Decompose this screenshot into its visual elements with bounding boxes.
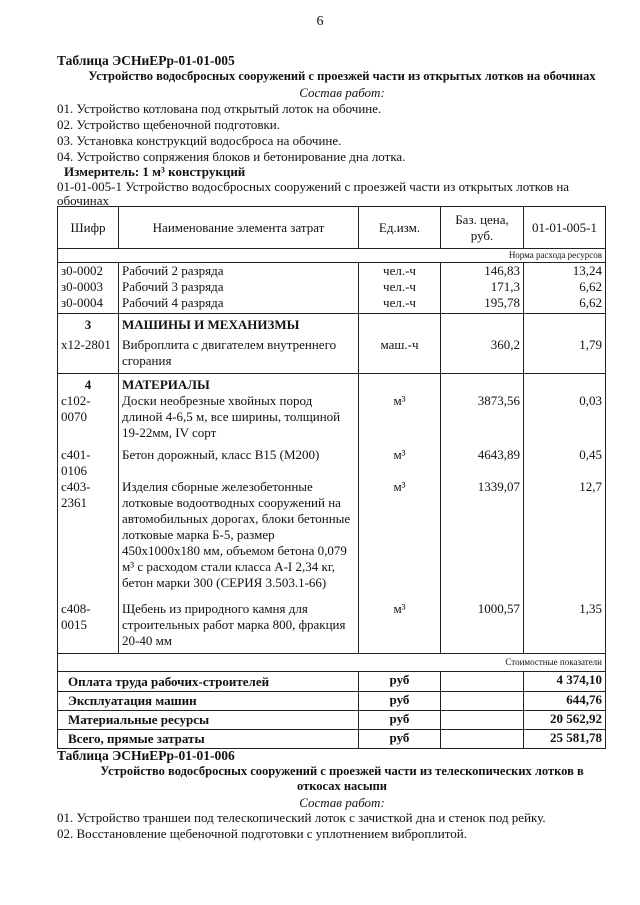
row-norm: 0,45 bbox=[524, 447, 606, 479]
row-price: 195,78 bbox=[441, 295, 524, 314]
row-name: Бетон дорожный, класс B15 (M200) bbox=[119, 447, 359, 479]
norm-label: Норма расхода ресурсов bbox=[58, 249, 606, 263]
totals-row bbox=[58, 711, 606, 730]
row-unit: чел.-ч bbox=[359, 279, 441, 295]
resources-table bbox=[57, 206, 606, 749]
section-row bbox=[58, 374, 606, 394]
row-price: 3873,56 bbox=[441, 393, 524, 447]
row-code: з0-0004 bbox=[58, 295, 119, 314]
header-name: Наименование элемента затрат bbox=[119, 207, 359, 249]
work-item: 01. Устройство котлована под открытый лоток на обочине. bbox=[57, 101, 382, 116]
work-item: 02. Восстановление щебеночной подготовки с уплотнением виброплитой. bbox=[57, 826, 467, 841]
table-row bbox=[58, 393, 606, 447]
totals-row bbox=[58, 692, 606, 711]
section-title: МАШИНЫ И МЕХАНИЗМЫ bbox=[119, 314, 359, 334]
row-norm: 1,35 bbox=[524, 601, 606, 654]
works-heading: Состав работ: bbox=[299, 795, 385, 810]
row-unit: чел.-ч bbox=[359, 295, 441, 314]
section-title: МАТЕРИАЛЫ bbox=[119, 374, 359, 394]
table-row bbox=[58, 263, 606, 280]
header-code: Шифр bbox=[58, 207, 119, 249]
code-line: 01-01-005-1 Устройство водосбросных сооружений с проезжей части из открытых лотков на bbox=[57, 179, 570, 194]
total-value: 20 562,92 bbox=[524, 711, 606, 730]
table2-id: Таблица ЭСНиЕРр-01-01-006 bbox=[57, 748, 235, 763]
row-price: 360,2 bbox=[441, 333, 524, 374]
totals-row bbox=[58, 730, 606, 749]
table-row bbox=[58, 295, 606, 314]
work-item: 04. Устройство сопряжения блоков и бетонирование дна лотка. bbox=[57, 149, 406, 164]
row-unit: м³ bbox=[359, 447, 441, 479]
row-unit: м³ bbox=[359, 393, 441, 447]
work-item: 02. Устройство щебеночной подготовки. bbox=[57, 117, 280, 132]
row-norm: 6,62 bbox=[524, 279, 606, 295]
table-row bbox=[58, 479, 606, 601]
total-name: Материальные ресурсы bbox=[58, 711, 359, 730]
row-norm: 12,7 bbox=[524, 479, 606, 601]
meter-line: Измеритель: 1 м³ конструкций bbox=[64, 164, 246, 179]
table-row bbox=[58, 333, 606, 374]
row-unit: маш.-ч bbox=[359, 333, 441, 374]
code-line-cont: обочинах bbox=[57, 193, 109, 208]
cost-label: Стоимостные показатели bbox=[58, 654, 606, 672]
table-title: Устройство водосбросных сооружений с проезжей части из открытых лотков на обочинах bbox=[88, 69, 596, 83]
page-number: 6 bbox=[316, 14, 324, 29]
row-name: Изделия сборные железобетонные лотковые водоотводных сооружений на автомобильных дорогах, блоки бетонные лотковые марка Б-5, размер 450х1000х180 мм, объемом бетона 0,079 м³ с расходом стали класса А-I 2,34 кг, бетон марки 300 (СЕРИЯ 3.503.1-66) bbox=[119, 479, 359, 601]
row-price: 1000,57 bbox=[441, 601, 524, 654]
row-unit: м³ bbox=[359, 479, 441, 601]
row-code: с401-0106 bbox=[58, 447, 119, 479]
row-norm: 0,03 bbox=[524, 393, 606, 447]
row-price: 4643,89 bbox=[441, 447, 524, 479]
table-row bbox=[58, 447, 606, 479]
row-price: 171,3 bbox=[441, 279, 524, 295]
row-name: Щебень из природного камня для строительных работ марка 800, фракция 20-40 мм bbox=[119, 601, 359, 654]
row-price: 146,83 bbox=[441, 263, 524, 280]
total-unit: руб bbox=[359, 672, 441, 692]
row-name: Рабочий 2 разряда bbox=[119, 263, 359, 280]
row-unit: чел.-ч bbox=[359, 263, 441, 280]
row-norm: 13,24 bbox=[524, 263, 606, 280]
row-name: Виброплита с двигателем внутреннего сгорания bbox=[119, 333, 359, 374]
section-number: 4 bbox=[58, 374, 119, 394]
row-unit: м³ bbox=[359, 601, 441, 654]
table-row bbox=[58, 279, 606, 295]
total-value: 25 581,78 bbox=[524, 730, 606, 749]
table-header-row bbox=[58, 207, 606, 249]
total-value: 4 374,10 bbox=[524, 672, 606, 692]
header-price: Баз. цена, руб. bbox=[441, 207, 524, 249]
row-code: з0-0002 bbox=[58, 263, 119, 280]
total-name: Оплата труда рабочих-строителей bbox=[58, 672, 359, 692]
total-value: 644,76 bbox=[524, 692, 606, 711]
row-code: с102-0070 bbox=[58, 393, 119, 447]
total-unit: руб bbox=[359, 730, 441, 749]
work-item: 01. Устройство траншеи под телескопический лоток с зачисткой дна и стенок под рейку. bbox=[57, 810, 546, 825]
row-name: Рабочий 4 разряда bbox=[119, 295, 359, 314]
row-code: х12-2801 bbox=[58, 333, 119, 374]
row-code: с408-0015 bbox=[58, 601, 119, 654]
row-code: з0-0003 bbox=[58, 279, 119, 295]
row-code: с403-2361 bbox=[58, 479, 119, 601]
header-norm: 01-01-005-1 bbox=[524, 207, 606, 249]
works-heading: Состав работ: bbox=[299, 85, 385, 100]
row-name: Доски необрезные хвойных пород длиной 4-6,5 м, все ширины, толщиной 19-22мм, IV сорт bbox=[119, 393, 359, 447]
table-id: Таблица ЭСНиЕРр-01-01-005 bbox=[57, 53, 235, 68]
row-norm: 6,62 bbox=[524, 295, 606, 314]
row-price: 1339,07 bbox=[441, 479, 524, 601]
row-name: Рабочий 3 разряда bbox=[119, 279, 359, 295]
totals-row bbox=[58, 672, 606, 692]
header-unit: Ед.изм. bbox=[359, 207, 441, 249]
total-name: Эксплуатация машин bbox=[58, 692, 359, 711]
table2-title: Устройство водосбросных сооружений с проезжей части из телескопических лотков в bbox=[100, 764, 584, 778]
section-row bbox=[58, 314, 606, 334]
work-item: 03. Установка конструкций водосброса на обочине. bbox=[57, 133, 342, 148]
row-norm: 1,79 bbox=[524, 333, 606, 374]
table-row bbox=[58, 601, 606, 654]
total-name: Всего, прямые затраты bbox=[58, 730, 359, 749]
total-unit: руб bbox=[359, 711, 441, 730]
section-number: 3 bbox=[58, 314, 119, 334]
table2-title-cont: откосах насыпи bbox=[296, 779, 387, 793]
total-unit: руб bbox=[359, 692, 441, 711]
